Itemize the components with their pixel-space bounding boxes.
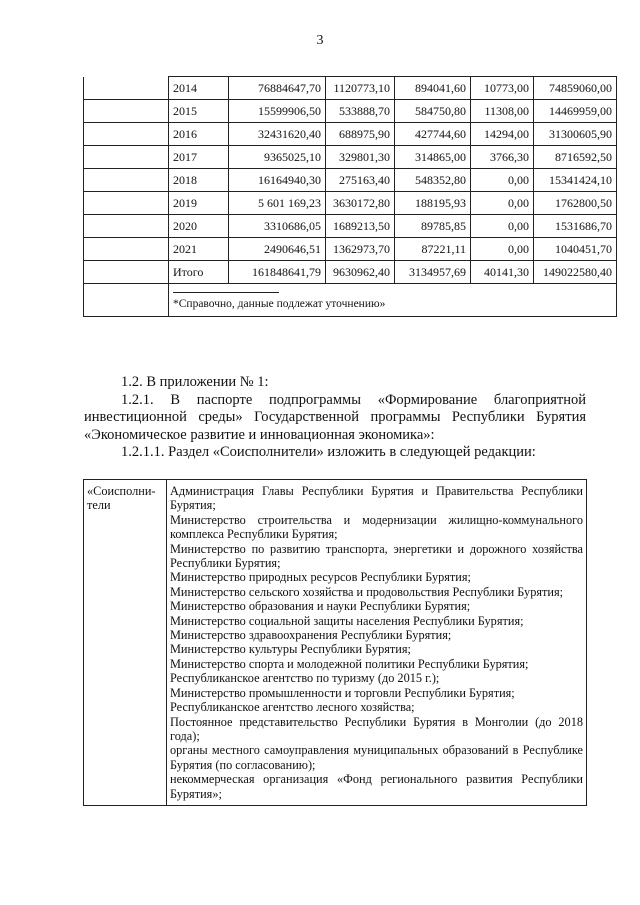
footnote: *Справочно, данные подлежат уточнению» (173, 298, 386, 310)
year-cell: 2019 (169, 192, 229, 215)
financing-table (83, 76, 617, 317)
coexecutor-item: Министерство образования и науки Республики Бурятия; (170, 599, 471, 614)
coexecutor-item: Министерство культуры Республики Бурятия; (170, 642, 411, 657)
amount-cell: 548352,80 (395, 169, 471, 192)
coexecutor-item: Министерство сельского хозяйства и продовольствия Республики Бурятия; (170, 584, 564, 599)
financing-row (84, 192, 617, 215)
amount-cell: 87221,11 (395, 238, 471, 261)
stub-cell (84, 123, 169, 146)
coexecutor-item: Министерство промышленности и торговли Республики Бурятия; (170, 685, 515, 700)
footnote-cell (169, 284, 617, 317)
page-number: 3 (316, 33, 324, 48)
year-cell: Итого (169, 261, 229, 284)
year-cell: 2014 (169, 77, 229, 100)
amount-cell: 0,00 (471, 238, 534, 261)
amount-cell: 11308,00 (471, 100, 534, 123)
amount-cell: 427744,60 (395, 123, 471, 146)
stub-cell (84, 238, 169, 261)
amount-cell: 15599906,50 (229, 100, 326, 123)
stub-cell (84, 215, 169, 238)
amount-cell: 329801,30 (326, 146, 395, 169)
amount-cell: 9630962,40 (326, 261, 395, 284)
footnote-separator (173, 292, 279, 293)
amount-cell: 1762800,50 (534, 192, 617, 215)
amount-cell: 1362973,70 (326, 238, 395, 261)
amount-cell: 688975,90 (326, 123, 395, 146)
coexecutors-row (84, 480, 587, 806)
amount-cell: 149022580,40 (534, 261, 617, 284)
coexecutor-item: органы местного самоуправления муниципальных образований в Республике Бурятия (по согласованию); (170, 743, 583, 772)
financing-row (84, 169, 617, 192)
coexecutor-item: Министерство природных ресурсов Республики Бурятия; (170, 570, 471, 585)
amount-cell: 1531686,70 (534, 215, 617, 238)
amount-cell: 2490646,51 (229, 238, 326, 261)
amount-cell: 32431620,40 (229, 123, 326, 146)
amount-cell: 16164940,30 (229, 169, 326, 192)
financing-row (84, 261, 617, 284)
amount-cell: 3766,30 (471, 146, 534, 169)
coexecutors-heading-line-1: «Соисполни- (87, 484, 156, 498)
stub-cell (84, 77, 169, 100)
coexecutor-item: Администрация Главы Республики Бурятия и Правительства Республики Бурятия; (170, 484, 583, 513)
amount-cell: 15341424,10 (534, 169, 617, 192)
amount-cell: 3630172,80 (326, 192, 395, 215)
coexecutors-list (167, 480, 587, 806)
stub-cell (84, 261, 169, 284)
coexecutor-item: Республиканское агентство по туризму (до 2015 г.); (170, 671, 440, 686)
financing-row (84, 146, 617, 169)
financing-row (84, 238, 617, 261)
amount-cell: 533888,70 (326, 100, 395, 123)
financing-row (84, 123, 617, 146)
financing-row (84, 77, 617, 100)
year-cell: 2016 (169, 123, 229, 146)
coexecutors-table (83, 479, 587, 806)
coexecutor-item: Министерство по развитию транспорта, энергетики и дорожного хозяйства Республики Бурятия; (170, 541, 583, 571)
amount-cell: 14294,00 (471, 123, 534, 146)
amount-cell: 3310686,05 (229, 215, 326, 238)
paragraph-1-2: 1.2. В приложении № 1: (121, 374, 269, 390)
paragraph-1-2-1: 1.2.1. В паспорте подпрограммы «Формирование благоприятной инвестиционной среды» Государственной программы Республики Бурятия «Экономическое развитие и инновационная экономика»: (84, 391, 586, 443)
coexecutor-item: Министерство социальной защиты населения Республики Бурятия; (170, 613, 524, 628)
amount-cell: 10773,00 (471, 77, 534, 100)
year-cell: 2018 (169, 169, 229, 192)
stub-cell (84, 146, 169, 169)
coexecutor-item: Министерство здравоохранения Республики Бурятия; (170, 628, 452, 643)
amount-cell: 161848641,79 (229, 261, 326, 284)
amount-cell: 9365025,10 (229, 146, 326, 169)
amount-cell: 314865,00 (395, 146, 471, 169)
amount-cell: 188195,93 (395, 192, 471, 215)
amount-cell: 76884647,70 (229, 77, 326, 100)
amount-cell: 1040451,70 (534, 238, 617, 261)
amount-cell: 0,00 (471, 215, 534, 238)
coexecutor-item: Постоянное представительство Республики Бурятия в Монголии (до 2018 года); (170, 714, 583, 743)
year-cell: 2015 (169, 100, 229, 123)
coexecutors-heading-line-2: тели (87, 498, 111, 513)
amount-cell: 0,00 (471, 192, 534, 215)
stub-cell (84, 100, 169, 123)
amount-cell: 3134957,69 (395, 261, 471, 284)
amount-cell: 275163,40 (326, 169, 395, 192)
amount-cell: 8716592,50 (534, 146, 617, 169)
financing-row (84, 100, 617, 123)
amount-cell: 0,00 (471, 169, 534, 192)
stub-cell (84, 169, 169, 192)
paragraph-1-2-1-1: 1.2.1.1. Раздел «Соисполнители» изложить в следующей редакции: (121, 444, 536, 460)
year-cell: 2020 (169, 215, 229, 238)
coexecutors-heading-cell (84, 480, 167, 806)
coexecutor-item: некоммерческая организация «Фонд регионального развития Республики Бурятия»; (170, 772, 583, 801)
amount-cell: 5 601 169,23 (229, 192, 326, 215)
coexecutor-item: Республиканское агентство лесного хозяйства; (170, 700, 415, 715)
amount-cell: 40141,30 (471, 261, 534, 284)
stub-cell (84, 192, 169, 215)
year-cell: 2021 (169, 238, 229, 261)
amount-cell: 894041,60 (395, 77, 471, 100)
amount-cell: 89785,85 (395, 215, 471, 238)
amount-cell: 14469959,00 (534, 100, 617, 123)
footnote-row (84, 284, 617, 317)
amount-cell: 584750,80 (395, 100, 471, 123)
amount-cell: 1689213,50 (326, 215, 395, 238)
amount-cell: 1120773,10 (326, 77, 395, 100)
year-cell: 2017 (169, 146, 229, 169)
amendment-text (84, 374, 586, 462)
amount-cell: 31300605,90 (534, 123, 617, 146)
financing-row (84, 215, 617, 238)
coexecutor-item: Министерство спорта и молодежной политики Республики Бурятия; (170, 656, 529, 671)
stub-cell (84, 284, 169, 317)
coexecutor-item: Министерство строительства и модернизации жилищно-коммунального комплекса Республики Бурятия; (170, 512, 583, 542)
amount-cell: 74859060,00 (534, 77, 617, 100)
